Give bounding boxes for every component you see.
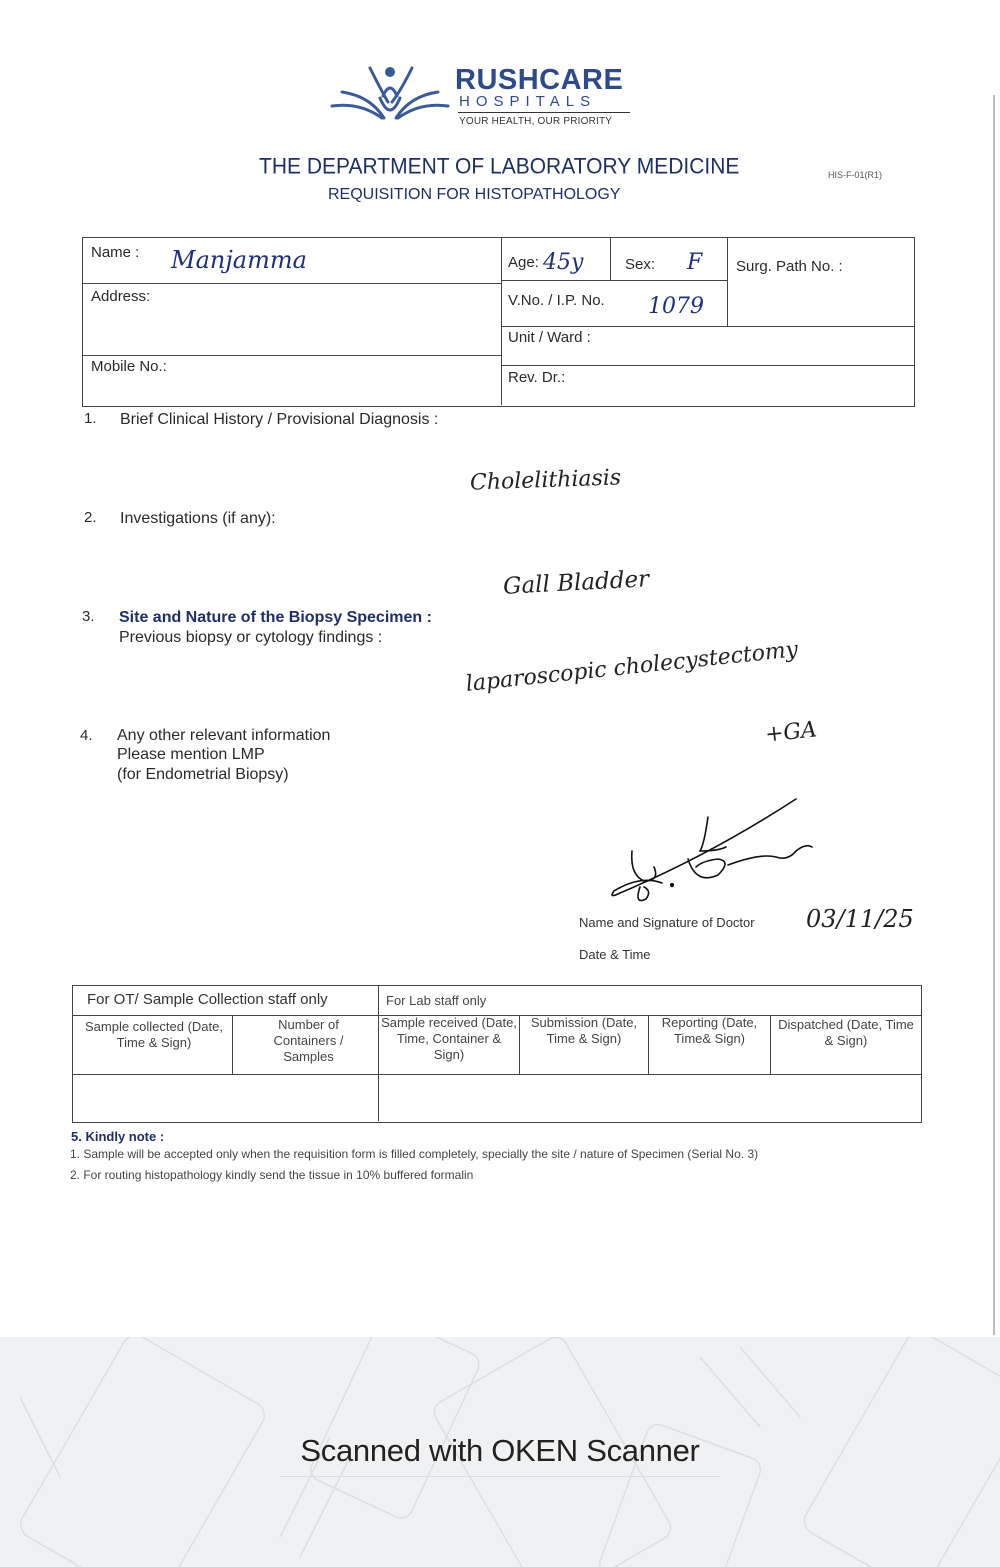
address-label: Address:: [91, 288, 151, 305]
q3-number: 3.: [82, 608, 95, 625]
notes-heading: 5. Kindly note :: [71, 1129, 165, 1144]
ot-entry-cell[interactable]: [74, 1075, 377, 1121]
q4-line3: (for Endometrial Biopsy): [117, 766, 289, 783]
col-submission: Submission (Date, Time & Sign): [530, 1015, 638, 1046]
divider: [501, 280, 727, 281]
divider: [83, 283, 501, 284]
department-title: THE DEPARTMENT OF LABORATORY MEDICINE: [259, 154, 740, 179]
logo-divider: [458, 112, 630, 113]
divider: [501, 326, 914, 327]
page-edge: [993, 95, 995, 1335]
name-label: Name :: [91, 244, 140, 261]
divider: [232, 1015, 233, 1074]
form-title: REQUISITION FOR HISTOPATHOLOGY: [328, 186, 621, 203]
vno-label: V.No. / I.P. No.: [508, 292, 605, 309]
q3-answer[interactable]: laparoscopic cholecystectomy: [464, 637, 800, 697]
sex-label: Sex:: [625, 256, 656, 273]
vno-field[interactable]: 1079: [648, 294, 704, 319]
doctor-signature-icon: [600, 795, 830, 905]
q1-label: Brief Clinical History / Provisional Diagnosis :: [120, 411, 439, 428]
q4-label: Any other relevant information: [117, 727, 331, 744]
surg-path-label: Surg. Path No. :: [736, 258, 843, 275]
q2-answer[interactable]: Gall Bladder: [502, 566, 650, 600]
divider: [648, 1015, 649, 1074]
col-dispatched: Dispatched (Date, Time & Sign): [778, 1017, 914, 1048]
date-time-label: Date & Time: [579, 947, 651, 962]
q2-label: Investigations (if any):: [120, 510, 276, 527]
col-number-of-containers: Number of Containers / Samples: [273, 1017, 344, 1064]
sex-field[interactable]: F: [687, 250, 703, 275]
staff-table: [72, 985, 922, 1123]
col-reporting: Reporting (Date, Time& Sign): [661, 1015, 758, 1046]
note-item: 2. For routing histopathology kindly send the tissue in 10% buffered formalin: [70, 1168, 474, 1182]
divider: [501, 238, 502, 405]
q2-number: 2.: [84, 509, 97, 526]
note-item: 1. Sample will be accepted only when the requisition form is filled completely, specially the site / nature of Specimen (Serial No. 3): [70, 1147, 759, 1161]
hospital-sub: HOSPITALS: [459, 93, 597, 110]
rev-dr-label: Rev. Dr.:: [508, 369, 566, 386]
hospital-tagline: YOUR HEALTH, OUR PRIORITY: [459, 116, 613, 127]
q3-label: Site and Nature of the Biopsy Specimen :: [119, 609, 432, 626]
q3-sublabel: Previous biopsy or cytology findings :: [119, 629, 383, 646]
q1-number: 1.: [84, 410, 97, 427]
age-label: Age:: [508, 254, 539, 271]
divider: [727, 238, 728, 326]
footer-divider: [280, 1476, 720, 1477]
divider: [610, 238, 611, 280]
age-field[interactable]: 45y: [543, 250, 584, 275]
lab-staff-header: For Lab staff only: [386, 993, 487, 1008]
divider: [519, 1015, 520, 1074]
col-sample-collected: Sample collected (Date, Time & Sign): [84, 1019, 223, 1050]
unit-ward-label: Unit / Ward :: [508, 329, 591, 346]
doctor-signature-label: Name and Signature of Doctor: [579, 915, 755, 930]
q4-number: 4.: [80, 727, 93, 744]
lab-entry-cell[interactable]: [379, 1075, 920, 1121]
patient-details-table: [82, 237, 915, 407]
name-field[interactable]: Manjamma: [171, 246, 307, 274]
scanner-watermark-text: Scanned with OKEN Scanner: [300, 1433, 700, 1468]
q3-answer-line2[interactable]: +GA: [763, 717, 819, 748]
divider: [83, 355, 501, 356]
mobile-label: Mobile No.:: [91, 358, 167, 375]
form-code: HIS-F-01(R1): [828, 170, 883, 180]
col-sample-received: Sample received (Date, Time, Container & Sign): [381, 1015, 517, 1062]
hospital-logo-icon: [330, 62, 450, 124]
divider: [501, 365, 914, 366]
q1-answer[interactable]: Cholelithiasis: [469, 465, 622, 496]
q4-line2: Please mention LMP: [117, 746, 265, 763]
hospital-name: RUSHCARE: [455, 64, 624, 96]
ot-staff-header: For OT/ Sample Collection staff only: [87, 991, 328, 1008]
divider: [770, 1015, 771, 1074]
signature-date[interactable]: 03/11/25: [806, 905, 914, 933]
